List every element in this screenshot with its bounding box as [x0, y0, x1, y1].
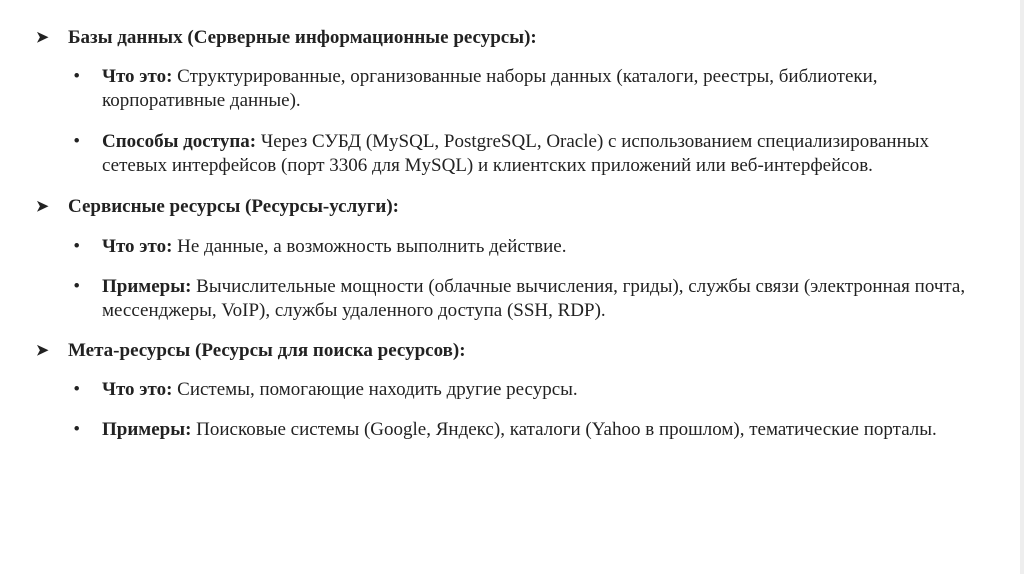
- bullet-dot-icon: •: [73, 131, 80, 152]
- bullet-text: Вычислительные мощности (облачные вычисления, гриды), службы связи (электронная почта, мессенджеры, VoIP), службы удаленного доступа (SSH, RDP).: [102, 276, 966, 321]
- slide-content: [36, 26, 986, 442]
- slide-edge: [1020, 0, 1024, 574]
- section-heading: [36, 339, 986, 363]
- bullet-item: [36, 65, 986, 113]
- bullet-text: Системы, помогающие находить другие ресурсы.: [172, 379, 578, 400]
- bullet-item: [36, 130, 986, 178]
- bullet-item: [36, 378, 986, 402]
- bullet-lead: Что это:: [102, 379, 173, 400]
- bullet-dot-icon: •: [73, 276, 80, 297]
- section-databases: [36, 26, 986, 178]
- bullet-lead: Примеры:: [102, 276, 192, 297]
- section-heading: [36, 26, 986, 50]
- arrow-bullet-icon: ➤: [36, 30, 49, 46]
- bullet-text: Поисковые системы (Google, Яндекс), каталоги (Yahoo в прошлом), тематические порталы.: [191, 419, 937, 440]
- bullet-dot-icon: •: [73, 379, 80, 400]
- bullet-text: Через СУБД (MySQL, PostgreSQL, Oracle) с использованием специализированных сетевых интерфейсов (порт 3306 для MySQL) и клиентских приложений или веб-интерфейсов.: [102, 131, 930, 176]
- section-heading: [36, 195, 986, 219]
- bullet-dot-icon: •: [73, 66, 80, 87]
- arrow-bullet-icon: ➤: [36, 199, 49, 215]
- section-meta-resources: [36, 339, 986, 442]
- bullet-list: [36, 235, 986, 323]
- section-title: Сервисные ресурсы (Ресурсы-услуги):: [68, 196, 399, 217]
- section-service-resources: [36, 195, 986, 323]
- bullet-lead: Способы доступа:: [102, 131, 257, 152]
- bullet-item: [36, 275, 986, 323]
- section-title: Базы данных (Серверные информационные ресурсы):: [68, 27, 537, 48]
- bullet-list: [36, 65, 986, 178]
- bullet-lead: Что это:: [102, 236, 173, 257]
- bullet-lead: Что это:: [102, 66, 173, 87]
- bullet-text: Не данные, а возможность выполнить действие.: [172, 236, 567, 257]
- section-title: Мета-ресурсы (Ресурсы для поиска ресурсов):: [68, 340, 466, 361]
- bullet-dot-icon: •: [73, 419, 80, 440]
- bullet-dot-icon: •: [73, 236, 80, 257]
- bullet-list: [36, 378, 986, 442]
- bullet-item: [36, 235, 986, 259]
- bullet-text: Структурированные, организованные наборы данных (каталоги, реестры, библиотеки, корпоративные данные).: [102, 66, 878, 111]
- bullet-item: [36, 418, 986, 442]
- bullet-lead: Примеры:: [102, 419, 192, 440]
- arrow-bullet-icon: ➤: [36, 343, 49, 359]
